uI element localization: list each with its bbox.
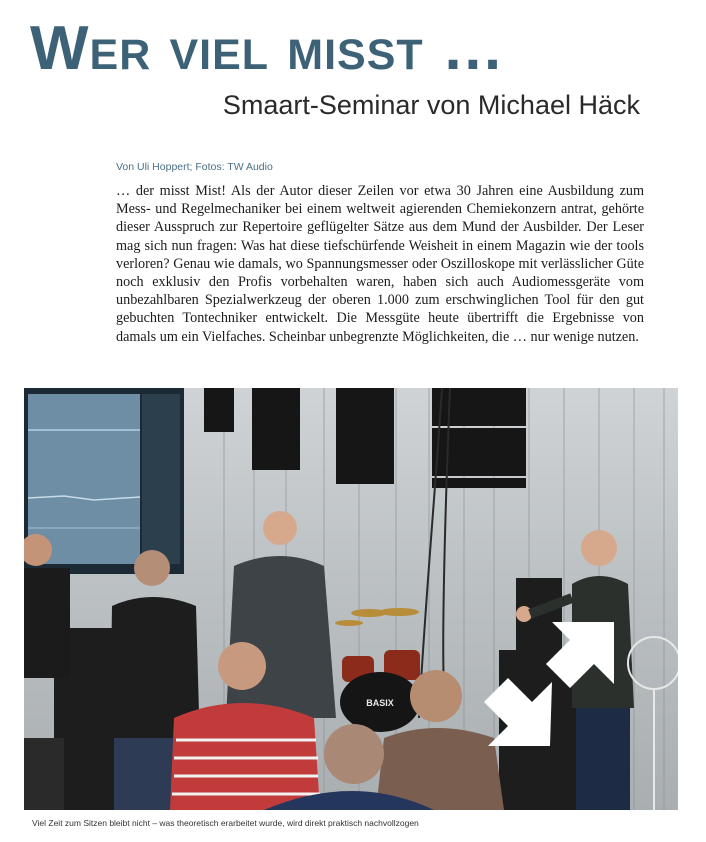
article-body: … der misst Mist! Als der Autor dieser Zeilen vor etwa 30 Jahren eine Ausbildung zum Mess- und Regelmechaniker bei einem weltweit agierenden Chemiekonzern antrat, gehörte dieser Ausspruch zur Repertoire geflügelter Sätze aus dem Mund der Ausbilder. Der Leser mag sich nun fragen: Was hat diese tiefschürfende Weisheit in einem Magazin wie der tools verloren? Genau wie damals, wo Spannungsmesser oder Oszilloskope mit verlässlicher Güte noch exklusiv den Profis vorbehalten waren, haben sich auch Audiomessgeräte vom unbezahlbaren Spezialwerkzeug der oberen 1.000 zum erschwinglichen Tool für den gut gebuchten Tontechniker entwickelt. Die Messgüte heute übertrifft die Ergebnisse von damals um ein Vielfaches. Scheinbar unbegrenzte Möglichkeiten, die … nur wenige nutzen. xyxy=(116,183,644,345)
seminar-photo xyxy=(24,388,678,810)
byline: Von Uli Hoppert; Fotos: TW Audio xyxy=(116,161,273,173)
headline: Wer viel misst … xyxy=(30,14,505,83)
drum-kit xyxy=(335,608,420,732)
photo-caption: Viel Zeit zum Sitzen bleibt nicht – was theoretisch erarbeitet wurde, wird direkt praktisch nachvollzogen xyxy=(32,818,419,828)
subtitle: Smaart-Seminar von Michael Häck xyxy=(222,90,640,120)
drum-logo: BASIX xyxy=(366,698,394,708)
